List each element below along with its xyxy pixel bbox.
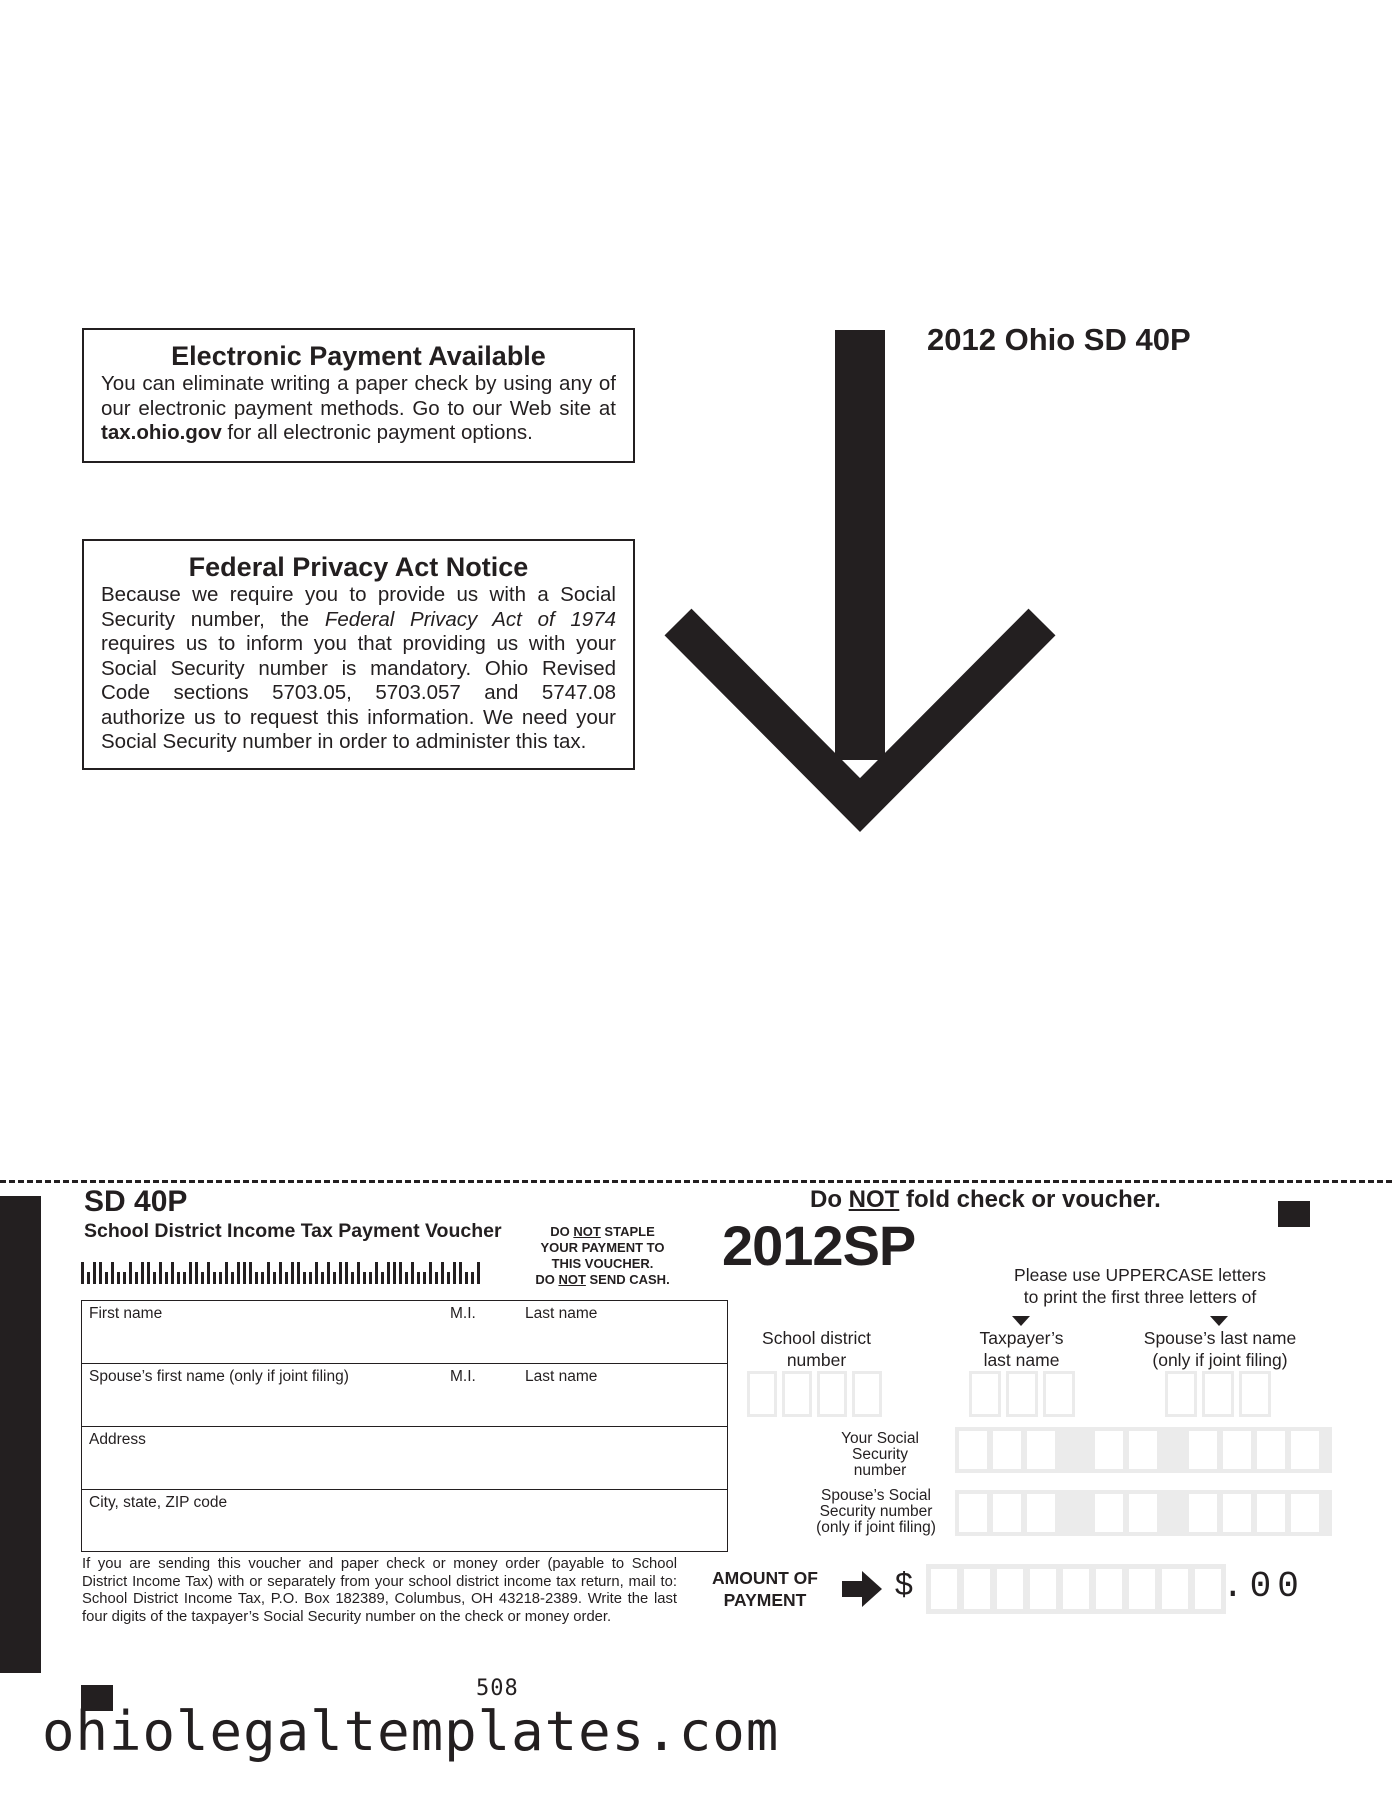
barcode-bar <box>387 1262 390 1284</box>
barcode-bar <box>435 1272 438 1284</box>
barcode-bar <box>351 1272 354 1284</box>
barcode-bar <box>117 1272 120 1284</box>
spouse-last-name-label: Last name <box>525 1368 598 1385</box>
voucher-form-id: SD 40P <box>84 1185 188 1218</box>
barcode-bar <box>225 1262 228 1284</box>
barcode-bar <box>465 1272 468 1284</box>
right-arrow-icon <box>842 1569 882 1609</box>
ssn-digit-cell[interactable] <box>1291 1431 1319 1469</box>
barcode-bar <box>345 1262 348 1284</box>
down-arrow-icon <box>660 325 1060 845</box>
ssn-digit-cell[interactable] <box>1129 1431 1157 1469</box>
pointer-triangle-icon <box>1210 1316 1228 1326</box>
barcode-bar <box>219 1272 222 1284</box>
barcode-bar <box>477 1262 480 1284</box>
barcode-bar <box>309 1272 312 1284</box>
barcode-bar <box>363 1272 366 1284</box>
barcode-bar <box>291 1262 294 1284</box>
form-title: 2012 Ohio SD 40P <box>927 322 1191 357</box>
barcode-bar <box>165 1272 168 1284</box>
your-ssn-input[interactable] <box>955 1427 1332 1473</box>
school-district-label: School district number <box>762 1328 871 1370</box>
tax-ohio-link[interactable]: tax.ohio.gov <box>101 421 222 444</box>
barcode-bar <box>441 1262 444 1284</box>
first-name-field[interactable] <box>82 1325 727 1361</box>
voucher-subtitle: School District Income Tax Payment Voucher <box>84 1220 502 1242</box>
barcode-bar <box>261 1272 264 1284</box>
barcode-bar <box>147 1262 150 1284</box>
ssn-digit-cell[interactable] <box>993 1431 1021 1469</box>
form-code: 508 <box>476 1676 519 1701</box>
spouse-mi-label: M.I. <box>450 1368 476 1385</box>
privacy-notice-text: Because we require you to provide us with a Social Security number, the Federal Privacy Act of 1974 requires us to inform you that providing us with your Social Security number is mandatory. Ohio Revised Code sections 5703.05, 5703.057 and 5747.08 authorize us to request this information. We need your Social Security number in order to administer this tax. <box>101 583 616 753</box>
barcode-bar <box>459 1262 462 1284</box>
barcode-bar <box>375 1262 378 1284</box>
barcode-bar <box>237 1262 240 1284</box>
barcode-bar <box>297 1262 300 1284</box>
barcode-bar <box>453 1262 456 1284</box>
amount-cents: .00 <box>1222 1566 1305 1607</box>
barcode-bar <box>129 1262 132 1284</box>
spouse-ssn-label: Spouse’s Social Security number (only if joint filing) <box>816 1487 936 1536</box>
barcode-bar <box>315 1262 318 1284</box>
barcode-bar <box>195 1262 198 1284</box>
privacy-notice-heading: Federal Privacy Act Notice <box>188 552 529 582</box>
barcode-bar <box>273 1272 276 1284</box>
barcode-bar <box>87 1272 90 1284</box>
address-field[interactable] <box>82 1451 727 1487</box>
barcode-bar <box>189 1262 192 1284</box>
barcode-bar <box>99 1262 102 1284</box>
barcode-bar <box>243 1262 246 1284</box>
amount-digit-cell[interactable] <box>1096 1569 1122 1609</box>
watermark: ohiolegaltemplates.com <box>42 1700 780 1763</box>
barcode-bar <box>417 1272 420 1284</box>
ssn-digit-cell[interactable] <box>993 1494 1021 1532</box>
barcode-bar <box>201 1272 204 1284</box>
mail-instructions: If you are sending this voucher and paper check or money order (payable to School District Income Tax) with or separately from your school district income tax return, mail to: School District Income Tax, P.O. Box 182389, Columbus, OH 43218-2389. Write the last four digits of the taxpayer’s Social Security number on the check or money order. <box>82 1556 677 1625</box>
amount-of-payment-label: AMOUNT OF PAYMENT <box>712 1568 818 1610</box>
barcode-bar <box>357 1262 360 1284</box>
ssn-digit-cell[interactable] <box>1027 1494 1055 1532</box>
barcode-bar <box>123 1272 126 1284</box>
barcode-bar <box>159 1262 162 1284</box>
left-registration-bar <box>0 1196 41 1673</box>
barcode-bar <box>207 1262 210 1284</box>
ssn-digit-cell[interactable] <box>1189 1431 1217 1469</box>
taxpayer-last-name-input[interactable] <box>969 1371 1075 1417</box>
your-ssn-label: Your Social Security number <box>841 1430 919 1479</box>
ssn-digit-cell[interactable] <box>1223 1431 1251 1469</box>
year-code: 2012SP <box>722 1214 916 1277</box>
address-label: Address <box>89 1431 146 1448</box>
ssn-digit-cell[interactable] <box>959 1494 987 1532</box>
barcode-bar <box>249 1262 252 1284</box>
registration-mark <box>1278 1201 1310 1227</box>
cut-line <box>0 1180 1392 1183</box>
ssn-digit-cell[interactable] <box>1189 1494 1217 1532</box>
ssn-digit-cell[interactable] <box>1291 1494 1319 1532</box>
last-name-label: Last name <box>525 1305 598 1322</box>
taxpayer-last-name-label: Taxpayer’s last name <box>979 1328 1064 1370</box>
barcode-bar <box>141 1262 144 1284</box>
electronic-payment-box <box>82 328 635 463</box>
amount-digit-cell[interactable] <box>1162 1569 1188 1609</box>
spouse-last-name-input[interactable] <box>1165 1371 1271 1417</box>
amount-digit-cell[interactable] <box>1063 1569 1089 1609</box>
ssn-digit-cell[interactable] <box>1257 1494 1285 1532</box>
school-district-number-input[interactable] <box>747 1371 882 1417</box>
ssn-digit-cell[interactable] <box>959 1431 987 1469</box>
uppercase-instruction: Please use UPPERCASE letters to print the first three letters of <box>1014 1265 1266 1307</box>
barcode-bar <box>405 1272 408 1284</box>
barcode-bar <box>447 1272 450 1284</box>
barcode-bar <box>153 1272 156 1284</box>
barcode-bar <box>393 1262 396 1284</box>
barcode-bar <box>369 1272 372 1284</box>
barcode-bar <box>321 1272 324 1284</box>
ssn-digit-cell[interactable] <box>1095 1431 1123 1469</box>
amount-digit-cell[interactable] <box>1030 1569 1056 1609</box>
barcode-bar <box>381 1272 384 1284</box>
barcode-bar <box>177 1272 180 1284</box>
mi-label: M.I. <box>450 1305 476 1322</box>
ssn-digit-cell[interactable] <box>1223 1494 1251 1532</box>
electronic-payment-heading: Electronic Payment Available <box>171 341 546 371</box>
barcode-bar <box>81 1262 84 1284</box>
ssn-digit-cell[interactable] <box>1129 1494 1157 1532</box>
spouse-first-name-label: Spouse’s first name (only if joint filing) <box>89 1368 349 1385</box>
privacy-notice-box <box>82 539 635 770</box>
barcode-bar <box>327 1262 330 1284</box>
barcode-bar <box>471 1272 474 1284</box>
barcode-bar <box>423 1272 426 1284</box>
amount-digit-cell[interactable] <box>964 1569 990 1609</box>
amount-digit-cell[interactable] <box>997 1569 1023 1609</box>
dollar-sign: $ <box>895 1566 913 1602</box>
barcode-bar <box>429 1262 432 1284</box>
barcode-bar <box>183 1272 186 1284</box>
barcode-bar <box>111 1262 114 1284</box>
barcode-bar <box>399 1262 402 1284</box>
barcode-bar <box>411 1262 414 1284</box>
pointer-triangle-icon <box>1012 1316 1030 1326</box>
staple-warning: DO NOT STAPLE YOUR PAYMENT TO THIS VOUCHER. DO NOT SEND CASH. <box>535 1224 670 1287</box>
ssn-digit-cell[interactable] <box>1027 1431 1055 1469</box>
city-state-zip-label: City, state, ZIP code <box>89 1494 228 1511</box>
ssn-digit-cell[interactable] <box>1095 1494 1123 1532</box>
barcode-bar <box>303 1272 306 1284</box>
fold-warning: Do NOT fold check or voucher. <box>810 1186 1161 1213</box>
spouse-name-field[interactable] <box>82 1388 727 1424</box>
electronic-payment-text: You can eliminate writing a paper check by using any of our electronic payment methods. Go to our Web site at tax.ohio.gov for all electronic payment options. <box>101 372 616 444</box>
barcode-bar <box>339 1262 342 1284</box>
amount-digit-cell[interactable] <box>1195 1569 1221 1609</box>
barcode-bar <box>333 1272 336 1284</box>
barcode-bar <box>231 1272 234 1284</box>
spouse-last-name-label: Spouse’s last name (only if joint filing) <box>1143 1328 1297 1370</box>
barcode-bar <box>171 1262 174 1284</box>
amount-digit-cell[interactable] <box>931 1569 957 1609</box>
barcode-bar <box>285 1272 288 1284</box>
barcode-bar <box>105 1272 108 1284</box>
first-name-label: First name <box>89 1305 163 1322</box>
ssn-digit-cell[interactable] <box>1257 1431 1285 1469</box>
barcode-bar <box>279 1262 282 1284</box>
barcode <box>81 1262 481 1284</box>
barcode-bar <box>93 1262 96 1284</box>
barcode-bar <box>267 1262 270 1284</box>
barcode-bar <box>255 1272 258 1284</box>
barcode-bar <box>213 1272 216 1284</box>
barcode-bar <box>135 1272 138 1284</box>
city-state-zip-field[interactable] <box>82 1514 727 1550</box>
amount-digit-cell[interactable] <box>1129 1569 1155 1609</box>
spouse-ssn-input[interactable] <box>955 1490 1332 1536</box>
